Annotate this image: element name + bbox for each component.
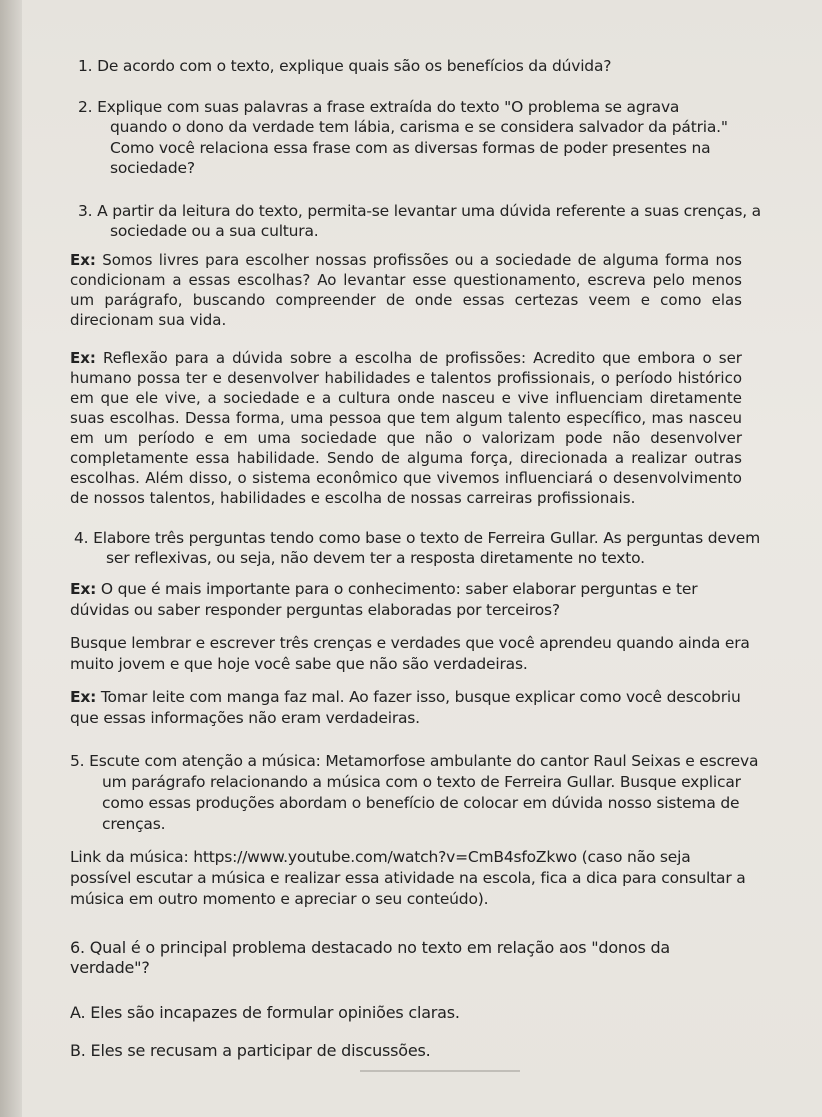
question-3: 3. A partir da leitura do texto, permita-se levantar uma dúvida referente a suas crenças, a sociedade ou a sua cultura. [78, 201, 761, 240]
example-text: Tomar leite com manga faz mal. Ao fazer isso, busque explicar como você descobriu que essas informações não eram verdadeiras. [70, 687, 741, 727]
question-6: 6. Qual é o principal problema destacado no texto em relação aos "donos da verdade"? [70, 937, 671, 977]
question-4-example-2 [70, 687, 750, 729]
question-6-option-b: B. Eles se recusam a participar de discussões. [70, 1041, 431, 1060]
question-4: 4. Elabore três perguntas tendo como base o texto de Ferreira Gullar. As perguntas devem ser reflexivas, ou seja, não devem ter a resposta diretamente no texto. [74, 528, 760, 567]
example-label: Ex: [70, 579, 97, 598]
question-5: 5. Escute com atenção a música: Metamorfose ambulante do cantor Raul Seixas e escreva um parágrafo relacionando a música com o texto de Ferreira Gullar. Busque explicar como essas produções abordam o benefício de colocar em dúvida nosso sistema de crenças. [70, 751, 759, 833]
page-fold-shadow [0, 0, 22, 1117]
bottom-pencil-mark [360, 1070, 520, 1072]
questions-content [70, 56, 761, 1062]
example-label: Ex: [70, 687, 97, 706]
question-4-text: Busque lembrar e escrever três crenças e verdades que você aprendeu quando ainda era muito jovem e que hoje você sabe que não são verdadeiras. [70, 633, 750, 673]
question-6-option-a: A. Eles são incapazes de formular opiniões claras. [70, 1002, 460, 1022]
example-label: Ex: [70, 348, 96, 367]
question-4-example-1 [70, 579, 750, 621]
question-5-link: Link da música: https://www.youtube.com/watch?v=CmB4sfoZkwo (caso não seja possível escutar a música e realizar essa atividade na escola, fica a dica para consultar a música em outro momento e apreciar o seu conteúdo). [70, 847, 746, 908]
example-text: O que é mais importante para o conhecimento: saber elaborar perguntas e ter dúvidas ou saber responder perguntas elaboradas por terceiros? [70, 579, 698, 619]
question-2: 2. Explique com suas palavras a frase extraída do texto "O problema se agrava quando o dono da verdade tem lábia, carisma e se considera salvador da pátria." Como você relaciona essa frase com as diversas formas de poder presentes na sociedade? [78, 97, 728, 177]
question-3-example-1 [70, 250, 742, 330]
question-1: 1. De acordo com o texto, explique quais são os benefícios da dúvida? [78, 57, 612, 75]
example-text: Reflexão para a dúvida sobre a escolha de profissões: Acredito que embora o ser humano possa ter e desenvolver habilidades e talentos profissionais, o período histórico em que ele vive, a sociedade e a cultura onde nasceu e vive influenciam diretamente suas escolhas. Dessa forma, uma pessoa que tem algum talento específico, mas nasceu em um período e em uma sociedade que não o valorizam pode não desenvolver completamente essa habilidade. Sendo de alguma força, direcionada a realizar outras escolhas. Além disso, o sistema econômico que vivemos influenciará o desenvolvimento de nossos talentos, habilidades e escolha de nossas carreiras profissionais. [70, 348, 742, 507]
example-label: Ex: [70, 250, 96, 269]
question-3-example-2 [70, 348, 742, 508]
example-text: Somos livres para escolher nossas profissões ou a sociedade de alguma forma nos condicionam a essas escolhas? Ao levantar esse questionamento, escreva pelo menos um parágrafo, buscando compreender de onde essas certezas veem e como elas direcionam sua vida. [70, 250, 742, 329]
